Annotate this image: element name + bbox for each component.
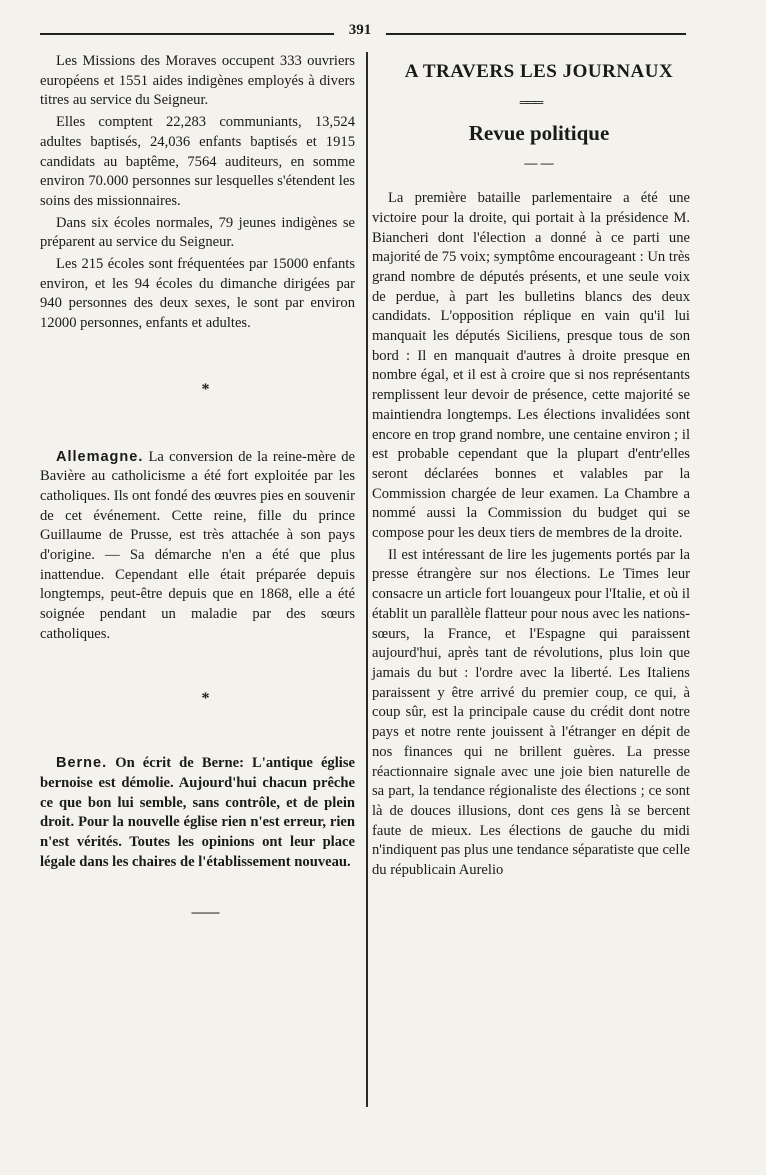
berne-heading: Berne.	[56, 755, 108, 772]
berne-text: On écrit de Berne: L'antique église bernoise est démolie. Aujourd'hui chacun prêche ce que bon lui semble, sans contrôle, et de plein droit. Pour la nouvelle église rien n'est erreur, rien n'est vérités. Toutes les opinions ont leur place légale dans les chaires de l'établissement nouveau.	[40, 755, 355, 870]
allemagne-article	[40, 448, 355, 645]
moraves-paragraph-4: Les 215 écoles sont fréquentées par 15000 enfants environ, et les 94 écoles du dimanche dirigées par 940 personnes des deux sexes, le sont par environ 12000 personnes, enfants et adultes.	[40, 256, 355, 332]
rubric-title: Revue politique	[468, 120, 610, 145]
allemagne-heading: Allemagne.	[56, 448, 144, 465]
left-column	[40, 52, 355, 922]
header-rule-left	[40, 33, 334, 35]
separator-star-1: *	[201, 380, 210, 398]
moraves-paragraph-3: Dans six écoles normales, 79 jeunes indigènes se préparent au service du Seigneur.	[40, 214, 355, 251]
end-rule: ——	[191, 904, 220, 920]
title-ornament: ═══	[519, 94, 543, 109]
section-title: A TRAVERS LES JOURNAUX	[404, 61, 674, 82]
rubric-rule: — —	[524, 155, 554, 171]
header-rule-right	[386, 33, 686, 35]
page-number: 391	[348, 22, 372, 38]
revue-paragraph-1: La première bataille parlementaire a été une victoire pour la droite, qui portait à la présidence M. Biancheri dont l'élection a donné à ce parti une majorité de 75 voix; symptôme encourageant : Un très grand nombre de députés présents, et une seule voix de perdue, à part les bulletins blancs des deux candidats. L'opposition réplique en vain qu'il lui manquait les députés Siciliens, presque tous de son bord : Il en manquait d'autres à droite presque en nombre égal, et il est à croire que si nos représentants remplissent leur devoir de présence, cette majorité se maintiendra longtemps. Les élections invalidées sont encore en trop grand nombre, une centaine environ ; il est probable cependant que la plupart d'entr'elles seront déclarées bonnes et valables par la Commission chargée de leur examen. La Chambre a nommé aussi la Commission du budget qui se compose pour les deux tiers de membres de la droite.	[372, 190, 690, 542]
berne-article	[40, 754, 355, 872]
column-divider	[366, 52, 368, 1107]
allemagne-text: La conversion de la reine-mère de Bavière au catholicisme a été fort exploitée par les catholiques. Ils ont fondé des œuvres pies en souvenir de cet événement. Cette reine, fille du prince Guillaume de Prusse, est très attachée à son pays d'origine. — Sa démarche n'en a été que plus inattendue. Cependant elle était préparée depuis longtemps, peut-être depuis que en 1868, elle a été soignée pendant un maladie par des sœurs catholiques.	[40, 448, 355, 642]
moraves-paragraph-1: Les Missions des Moraves occupent 333 ouvriers européens et 1551 aides indigènes employés à divers titres au service du Seigneur.	[40, 53, 355, 109]
right-column	[372, 52, 690, 881]
separator-star-2: *	[201, 689, 210, 707]
moraves-paragraph-2: Elles comptent 22,283 communiants, 13,524 adultes baptisés, 24,036 enfants baptisés et 1915 candidats au baptême, 7564 auditeurs, en somme environ 70.000 personnes sur lesquelles s'étendent les soins des missionnaires.	[40, 114, 355, 209]
revue-paragraph-2: Il est intéressant de lire les jugements portés par la presse étrangère sur nos élections. Le Times leur consacre un article fort louangeux pour l'Italie, et où il établit un parallèle flatteur pour nous avec les nations-sœurs, la France, et l'Espagne qui paraissent aujourd'hui, après tant de révolutions, plus loin que jamais du but : l'ordre avec la liberté. Les Italiens paraissent y être arrivé du premier coup, ce qui, à coup sûr, est la principale cause du crédit dont notre pays et notre rente jouissent à l'étranger en dépit de nos finances qui ne brillent guères. La presse réactionnaire signale avec une joie bien naturelle de sa part, la tendance régionaliste des élections ; ce sont là de douces illusions, dont ces gens là se bercent faute de mieux. Les élections de gauche du midi n'indiquent pas plus une tendance séparatiste que celle du républicain Aurelio	[372, 546, 690, 879]
